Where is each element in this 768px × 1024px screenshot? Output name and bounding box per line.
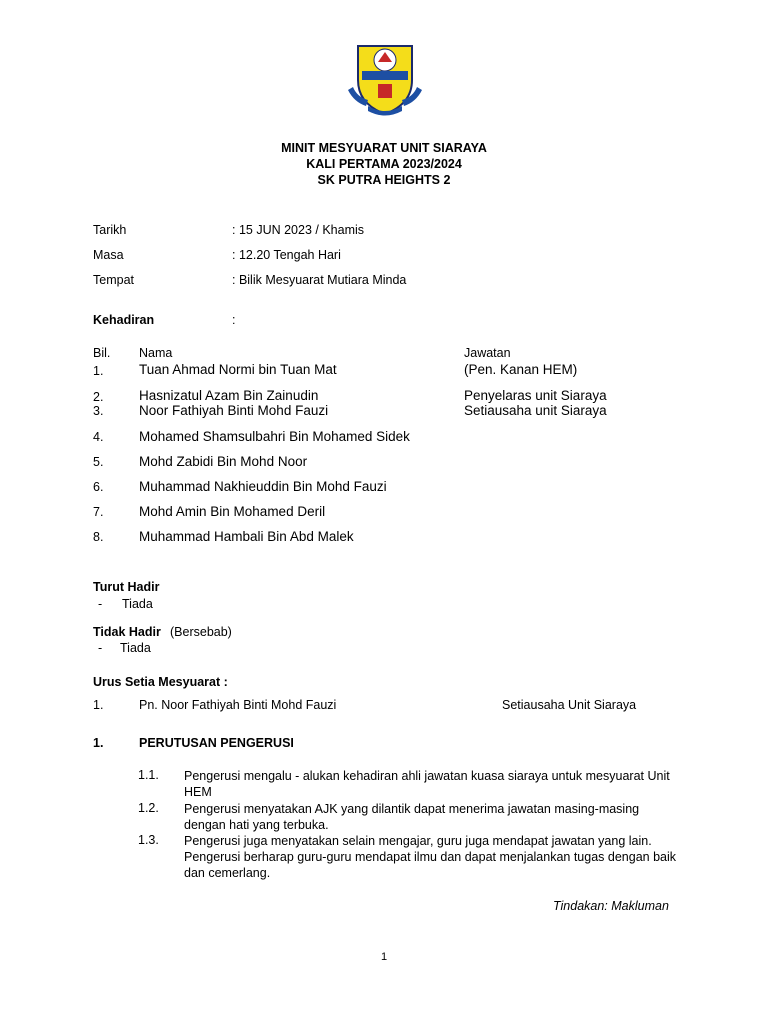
row-name: Tuan Ahmad Normi bin Tuan Mat bbox=[139, 362, 337, 377]
meta-value-tarikh: : 15 JUN 2023 / Khamis bbox=[232, 223, 365, 237]
turut-hadir-value: Tiada bbox=[122, 597, 153, 611]
urus-setia-role: Setiausaha Unit Siaraya bbox=[502, 698, 637, 712]
row-role: Setiausaha unit Siaraya bbox=[464, 403, 607, 418]
tidak-hadir-value: Tiada bbox=[120, 641, 151, 655]
item-text: Pengerusi juga menyatakan selain mengajar, guru juga mendapat jawatan yang lain. Pengerusi berharap guru-guru mendapat ilmu dan dapat menjalankan tugas dengan baik dan cemerlang. bbox=[184, 834, 677, 880]
section-heading: PERUTUSAN PENGERUSI bbox=[139, 736, 294, 750]
row-name: Muhammad Hambali Bin Abd Malek bbox=[139, 529, 354, 544]
meta-label-tarikh: Tarikh bbox=[93, 223, 127, 237]
kehadiran-heading: Kehadiran bbox=[93, 313, 155, 327]
row-name: Hasnizatul Azam Bin Zainudin bbox=[139, 388, 319, 403]
doc-title-line2: KALI PERTAMA 2023/2024 bbox=[306, 157, 462, 171]
item-number: 1.3. bbox=[138, 833, 159, 847]
row-number: 6. bbox=[93, 480, 104, 494]
tidak-hadir-heading: Tidak Hadir bbox=[93, 625, 161, 639]
row-number: 7. bbox=[93, 505, 104, 519]
row-number: 2. bbox=[93, 390, 104, 404]
row-number: 5. bbox=[93, 455, 104, 469]
row-name: Noor Fathiyah Binti Mohd Fauzi bbox=[139, 403, 329, 418]
meta-label-tempat: Tempat bbox=[93, 273, 134, 287]
turut-hadir-heading: Turut Hadir bbox=[93, 580, 160, 594]
row-name: Mohd Zabidi Bin Mohd Noor bbox=[139, 454, 308, 469]
urus-setia-heading: Urus Setia Mesyuarat : bbox=[93, 675, 228, 689]
row-name: Mohd Amin Bin Mohamed Deril bbox=[139, 504, 326, 519]
row-role: (Pen. Kanan HEM) bbox=[464, 362, 578, 377]
doc-title-line1: MINIT MESYUARAT UNIT SIARAYA bbox=[281, 141, 487, 155]
turut-hadir-dash: - bbox=[98, 597, 103, 611]
school-crest-logo bbox=[348, 40, 422, 118]
kehadiran-colon: : bbox=[232, 313, 236, 327]
tidak-hadir-dash: - bbox=[98, 641, 103, 655]
item-number: 1.2. bbox=[138, 801, 159, 815]
item-text: Pengerusi menyatakan AJK yang dilantik dapat menerima jawatan masing-masing dengan hati yang terbuka. bbox=[184, 802, 640, 832]
urus-setia-number: 1. bbox=[93, 698, 104, 712]
urus-setia-name: Pn. Noor Fathiyah Binti Mohd Fauzi bbox=[139, 698, 337, 712]
row-number: 3. bbox=[93, 404, 104, 418]
col-header-jawatan: Jawatan bbox=[464, 346, 511, 360]
row-number: 8. bbox=[93, 530, 104, 544]
row-number: 1. bbox=[93, 364, 104, 378]
page-number: 1 bbox=[380, 951, 388, 963]
row-name: Muhammad Nakhieuddin Bin Mohd Fauzi bbox=[139, 479, 387, 494]
row-role: Penyelaras unit Siaraya bbox=[464, 388, 607, 403]
tidak-hadir-note: (Bersebab) bbox=[170, 625, 232, 639]
section-number: 1. bbox=[93, 736, 104, 750]
doc-title-line3: SK PUTRA HEIGHTS 2 bbox=[317, 173, 451, 187]
row-name: Mohamed Shamsulbahri Bin Mohamed Sidek bbox=[139, 429, 410, 444]
item-number: 1.1. bbox=[138, 768, 159, 782]
meta-label-masa: Masa bbox=[93, 248, 124, 262]
meta-value-tempat: : Bilik Mesyuarat Mutiara Minda bbox=[232, 273, 407, 287]
item-text: Pengerusi mengalu - alukan kehadiran ahli jawatan kuasa siaraya untuk mesyuarat Unit HEM bbox=[184, 769, 670, 799]
row-number: 4. bbox=[93, 430, 104, 444]
tindakan-label: Tindakan: Makluman bbox=[553, 899, 669, 913]
col-header-nama: Nama bbox=[139, 346, 173, 360]
meta-value-masa: : 12.20 Tengah Hari bbox=[232, 248, 341, 262]
col-header-bil: Bil. bbox=[93, 346, 111, 360]
